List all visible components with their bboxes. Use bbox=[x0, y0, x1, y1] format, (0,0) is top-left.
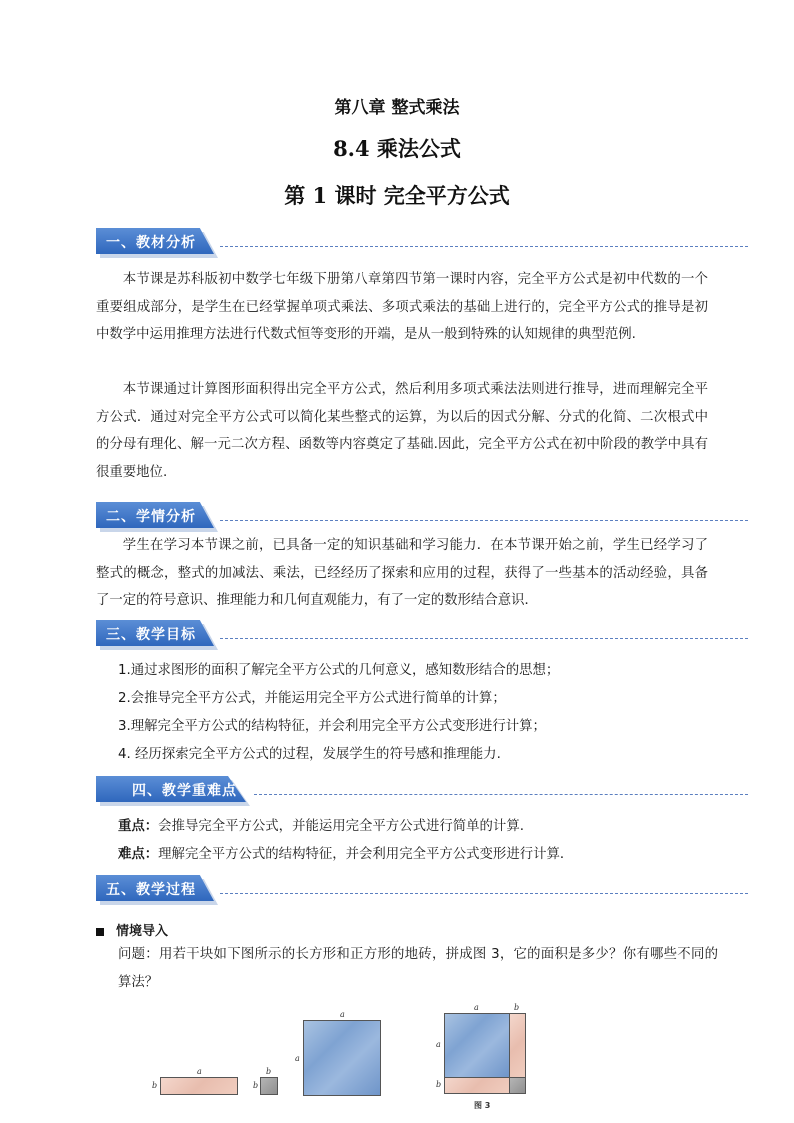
section-label: 五、教学过程 bbox=[106, 882, 196, 898]
goal-item: 2.会推导完全平方公式，并能运用完全平方公式进行简单的计算； bbox=[118, 691, 506, 706]
key-point bbox=[118, 817, 524, 837]
section-label: 四、教学重难点 bbox=[132, 783, 237, 799]
question-paragraph: 问题：用若干块如下图所示的长方形和正方形的地砖，拼成图 3，它的面积是多少？你有哪些不同的算法？ bbox=[118, 947, 718, 990]
bullet-heading bbox=[96, 920, 168, 939]
section-header-analysis bbox=[96, 226, 748, 258]
difficult-point bbox=[118, 845, 573, 865]
goal-item: 4. 经历探索完全平方公式的过程，发展学生的符号感和推理能力. bbox=[118, 747, 501, 762]
label-a: a bbox=[474, 1003, 479, 1012]
square-bullet-icon bbox=[96, 928, 104, 936]
label-b: b bbox=[436, 1080, 442, 1089]
section-header-students bbox=[96, 500, 748, 532]
difficult-text: 理解完全平方公式的结构特征，并会利用完全平方公式变形进行计算． bbox=[158, 847, 574, 862]
label-a: a bbox=[295, 1054, 300, 1063]
section-header-keypoints bbox=[96, 774, 748, 806]
section-header-process bbox=[96, 873, 748, 905]
key-text: 会推导完全平方公式，并能运用完全平方公式进行简单的计算. bbox=[158, 819, 524, 834]
label-b: b bbox=[514, 1003, 520, 1012]
bullet-label: 情境导入 bbox=[116, 924, 169, 939]
label-a: a bbox=[197, 1067, 202, 1076]
label-a: a bbox=[436, 1040, 441, 1049]
large-square-tile bbox=[303, 1020, 381, 1096]
section-title: 8.4 乘法公式 bbox=[333, 136, 461, 161]
small-square-tile bbox=[260, 1077, 278, 1095]
composite-square-a bbox=[444, 1013, 510, 1078]
label-b: b bbox=[253, 1081, 259, 1090]
analysis-paragraph-1: 本节课是苏科版初中数学七年级下册第八章第四节第一课时内容，完全平方公式是初中代数的一个重要组成部分，是学生在已经掌握单项式乘法、多项式乘法的基础上进行的，完全平方公式的推导是初中数学中运用推理方法进行代数式恒等变形的开端，是从一般到特殊的认知规律的典型范例. bbox=[96, 272, 708, 342]
difficult-label: 难点： bbox=[118, 847, 159, 862]
composite-rect-right bbox=[509, 1013, 526, 1078]
composite-square-b bbox=[509, 1077, 526, 1094]
section-label: 三、教学目标 bbox=[106, 627, 196, 643]
label-b: b bbox=[152, 1081, 158, 1090]
rect-tile bbox=[160, 1077, 238, 1095]
students-paragraph: 学生在学习本节课之前，已具备一定的知识基础和学习能力．在本节课开始之前，学生已经学习了整式的概念，整式的加减法、乘法，已经经历了探索和应用的过程，获得了一些基本的活动经验，具备了一定的符号意识、推理能力和几何直观能力，有了一定的数形结合意识． bbox=[96, 538, 708, 608]
label-b: b bbox=[266, 1067, 272, 1076]
figure-caption: 图 3 bbox=[474, 1101, 491, 1110]
section-label: 二、学情分析 bbox=[106, 509, 196, 525]
goal-item: 3.理解完全平方公式的结构特征，并会利用完全平方公式变形进行计算； bbox=[118, 719, 546, 734]
goal-item: 1.通过求图形的面积了解完全平方公式的几何意义，感知数形结合的思想； bbox=[118, 663, 560, 678]
section-label: 一、教材分析 bbox=[106, 235, 196, 251]
label-a: a bbox=[340, 1010, 345, 1019]
key-label: 重点： bbox=[118, 819, 159, 834]
chapter-title: 第八章 整式乘法 bbox=[334, 98, 460, 118]
section-header-goals bbox=[96, 618, 748, 650]
lesson-title: 第 1 课时 完全平方公式 bbox=[284, 183, 510, 208]
analysis-paragraph-2: 本节课通过计算图形面积得出完全平方公式，然后利用多项式乘法法则进行推导，进而理解完全平方公式．通过对完全平方公式可以简化某些整式的运算，为以后的因式分解、分式的化简、二次根式中的分母有理化、解一元二次方程、函数等内容奠定了基础.因此，完全平方公式在初中阶段的教学中具有很重要地位. bbox=[96, 382, 708, 480]
composite-rect-bottom bbox=[444, 1077, 510, 1094]
